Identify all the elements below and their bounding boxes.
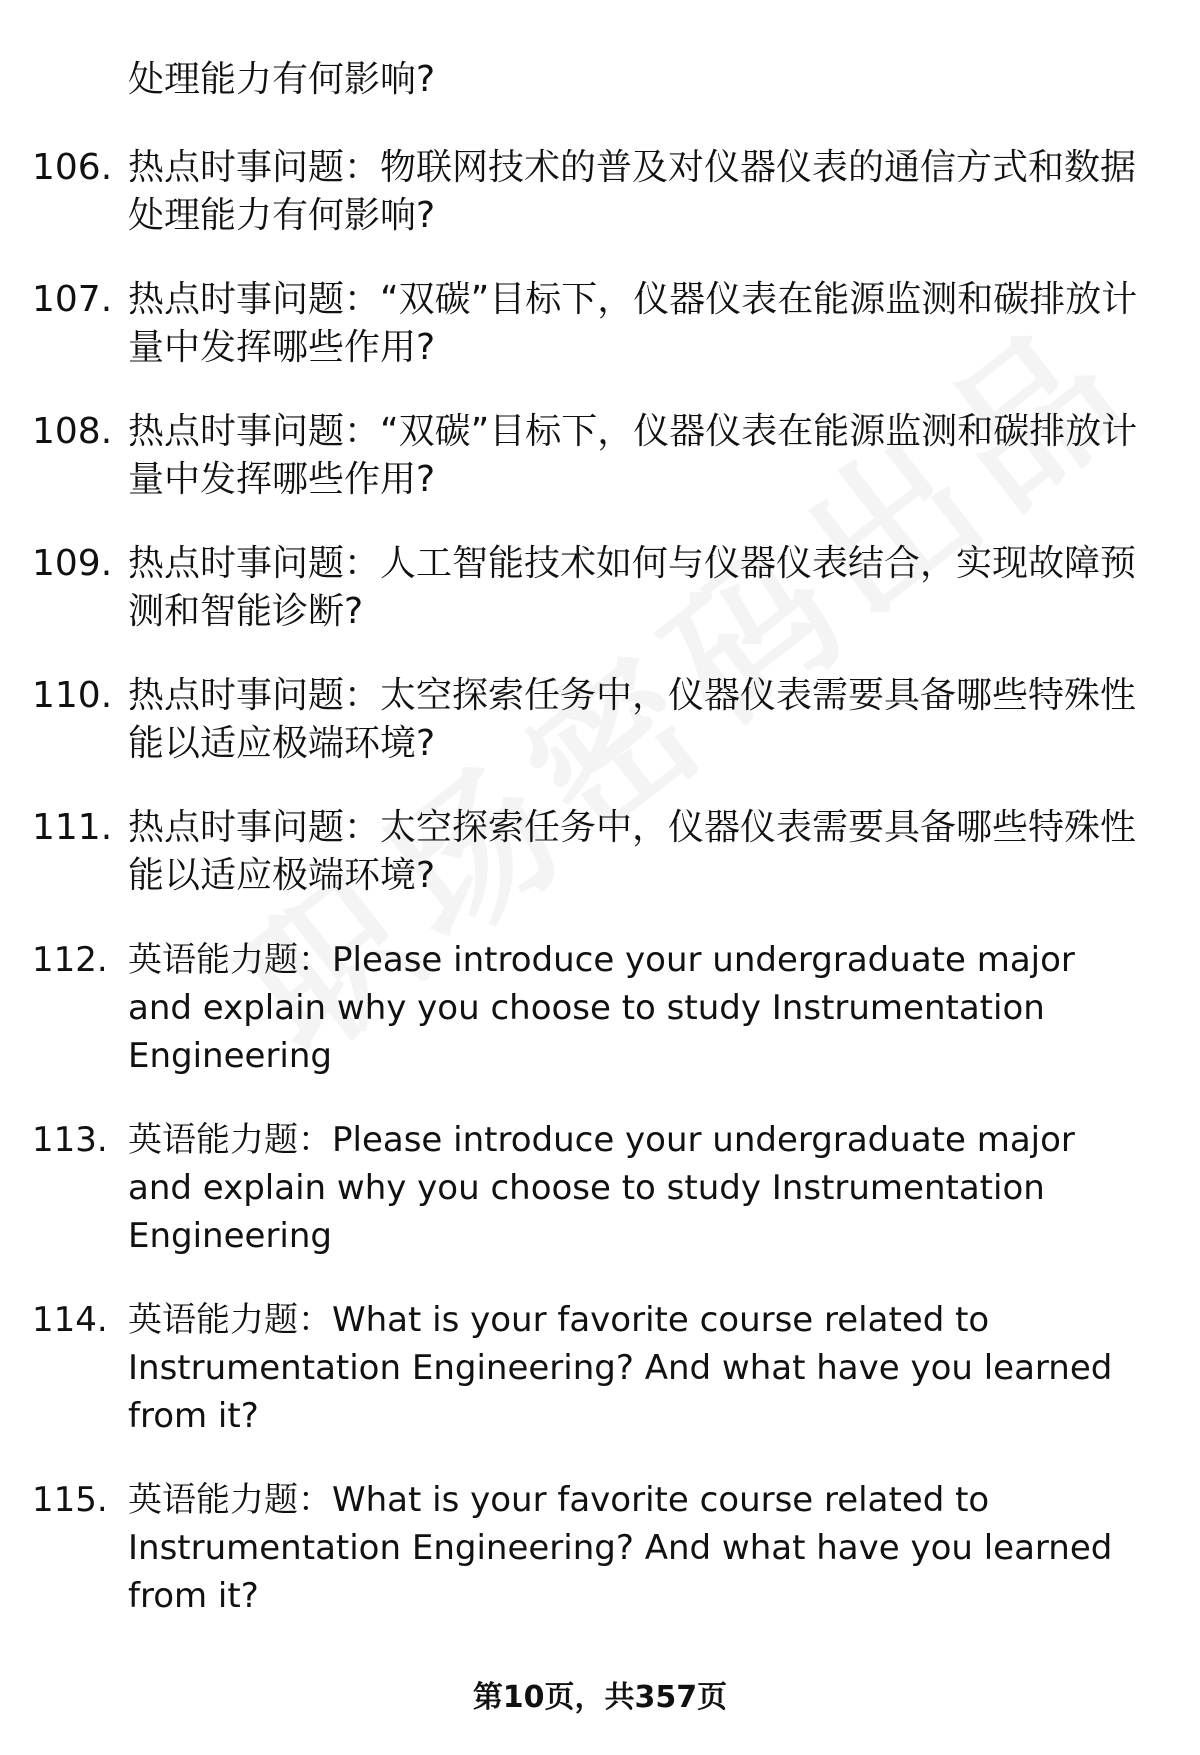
question-item	[32, 540, 1142, 636]
question-item	[32, 276, 1142, 372]
question-text: 热点时事问题：物联网技术的普及对仪器仪表的通信方式和数据处理能力有何影响?	[128, 147, 1137, 236]
question-text: 热点时事问题：人工智能技术如何与仪器仪表结合，实现故障预测和智能诊断?	[128, 543, 1137, 632]
question-item	[32, 408, 1142, 504]
question-number: 113.	[32, 1120, 108, 1160]
question-text: 热点时事问题：“双碳”目标下，仪器仪表在能源监测和碳排放计量中发挥哪些作用?	[128, 411, 1138, 500]
continued-question-text: 处理能力有何影响?	[128, 59, 436, 100]
question-text: 英语能力题：What is your favorite course related to Instrumentation Engineering? And what have you learned from it?	[128, 1300, 1113, 1436]
question-item	[32, 1476, 1142, 1620]
question-text: 热点时事问题：太空探索任务中，仪器仪表需要具备哪些特殊性能以适应极端环境?	[128, 807, 1137, 896]
question-text: 热点时事问题：太空探索任务中，仪器仪表需要具备哪些特殊性能以适应极端环境?	[128, 675, 1137, 764]
question-text: 英语能力题：Please introduce your undergraduate major and explain why you choose to study Instrumentation Engineering	[128, 1120, 1075, 1256]
question-number: 109.	[32, 543, 113, 584]
question-item	[32, 144, 1142, 240]
question-item	[32, 672, 1142, 768]
question-number: 108.	[32, 411, 113, 452]
question-number: 115.	[32, 1480, 108, 1520]
question-list	[32, 144, 1142, 1656]
question-text: 热点时事问题：“双碳”目标下，仪器仪表在能源监测和碳排放计量中发挥哪些作用?	[128, 279, 1138, 368]
question-number: 106.	[32, 147, 113, 188]
question-item	[32, 1116, 1142, 1260]
question-number: 111.	[32, 807, 113, 848]
question-text: 英语能力题：What is your favorite course related to Instrumentation Engineering? And what have you learned from it?	[128, 1480, 1113, 1616]
question-item	[32, 1296, 1142, 1440]
question-number: 112.	[32, 940, 108, 980]
question-number: 110.	[32, 675, 113, 716]
question-text: 英语能力题：Please introduce your undergraduate major and explain why you choose to study Instrumentation Engineering	[128, 940, 1075, 1076]
question-number: 114.	[32, 1300, 108, 1340]
question-item	[32, 804, 1142, 900]
page-number-footer: 第10页，共357页	[472, 1680, 728, 1715]
question-item	[32, 936, 1142, 1080]
question-number: 107.	[32, 279, 113, 320]
